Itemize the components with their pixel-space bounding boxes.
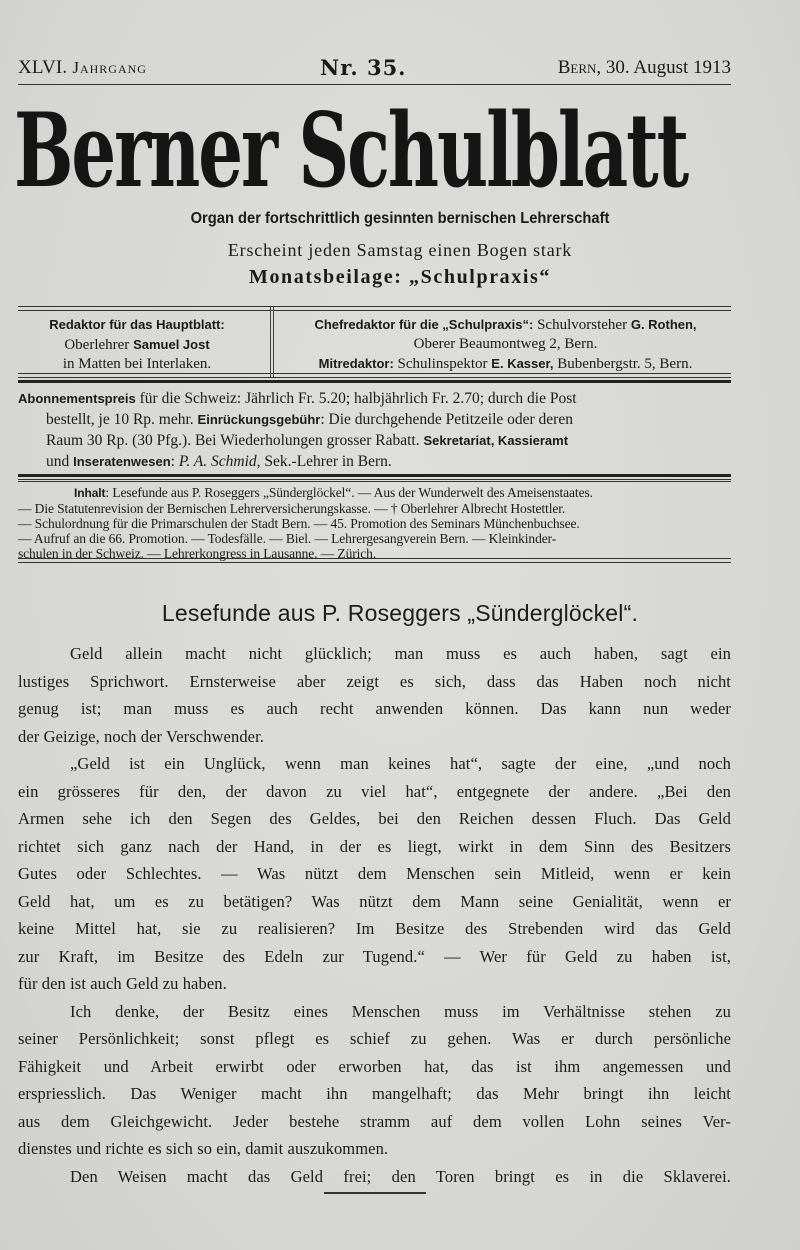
article-line: Fähigkeit und Arbeit erwirbt oder erworben hat, das ist ihm angemessen und bbox=[18, 1056, 731, 1076]
article-line: richtet sich ganz nach der Hand, in der es liegt, wirkt in dem Sinn des Besitzers bbox=[18, 836, 731, 856]
issue-header bbox=[18, 57, 731, 79]
volume-label bbox=[18, 57, 147, 79]
insertion-fee-label: Einrückungsgebühr bbox=[197, 412, 321, 427]
monthly-supplement: Monatsbeilage: „Schulpraxis“ bbox=[248, 266, 552, 288]
thick-rule bbox=[18, 474, 731, 477]
subscription-text: : Die durchgehende Petitzeile oder deren bbox=[320, 411, 573, 428]
co-editor-name: E. Kasser, bbox=[491, 356, 554, 371]
header-rule bbox=[18, 84, 731, 85]
subscription-text: Raum 30 Rp. (30 Pfg.). Bei Wiederholungen grosser Rabatt. bbox=[46, 432, 424, 449]
article-line: genug ist; man muss es auch recht anwenden können. Das kann nun weder bbox=[18, 699, 731, 718]
double-rule bbox=[18, 306, 731, 311]
secretariat-label: Sekretariat, Kassieramt bbox=[423, 433, 569, 448]
chief-editor-name: G. Rothen, bbox=[630, 317, 697, 332]
co-editor-label: Mitredaktor: bbox=[318, 356, 394, 371]
article-line: aus dem Gleichgewicht. Jeder bestehe stramm auf dem vollen Lohn seines Ver- bbox=[18, 1111, 731, 1131]
contents-line: : Lesefunde aus P. Roseggers „Sünderglöckel“. — Aus der Wunderwelt des Ameisenstaates. bbox=[105, 485, 593, 500]
contents-line: — Die Statutenrevision der Bernischen Lehrerversicherungskasse. — † Oberlehrer Albrecht Hostettler. bbox=[18, 501, 566, 516]
article-line: erspriesslich. Das Weniger macht ihn mangelhaft; das Mehr bringt ihn leicht bbox=[18, 1084, 731, 1103]
subscription-text: für die Schweiz: Jährlich Fr. 5.20; halbjährlich Fr. 2.70; durch die Post bbox=[135, 390, 577, 407]
article-line: dienstes und richte es sich so ein, damit auszukommen. bbox=[18, 1139, 389, 1158]
article-line: zur Kraft, im Besitze des Edeln zur Tugend.“ — Wer für Geld zu haben ist, bbox=[18, 946, 731, 966]
article-body bbox=[18, 640, 731, 1190]
article-end-rule bbox=[324, 1192, 426, 1194]
masthead-title: Berner Schulblatt bbox=[14, 91, 688, 211]
contents-label: Inhalt bbox=[74, 486, 106, 500]
editors-box bbox=[18, 313, 731, 375]
subscription-text: : bbox=[170, 453, 179, 470]
main-editor-title: Oberlehrer bbox=[64, 337, 134, 353]
place-date bbox=[558, 57, 731, 79]
column-divider bbox=[270, 307, 274, 377]
date: 30. August 1913 bbox=[605, 57, 731, 78]
subscription-text: , Sek.-Lehrer in Bern. bbox=[256, 453, 392, 470]
chief-editor-label: Chefredaktor für die „Schulpraxis“: bbox=[314, 317, 534, 332]
issue-number: Nr. 35. bbox=[320, 55, 407, 80]
volume-word: Jahrgang bbox=[72, 58, 147, 77]
supplement-editors bbox=[280, 315, 731, 374]
article-line: seiner Persönlichkeit; sonst pflegt es schief zu gehen. Was er durch persönliche bbox=[18, 1029, 731, 1048]
advertising-label: Inseratenwesen bbox=[73, 454, 171, 469]
place: Bern, bbox=[557, 57, 602, 78]
article-line: ein grösseres für den, der davon zu viel hat“, entgegnete der andere. „Bei den bbox=[18, 781, 731, 801]
article-line: Geld hat, um es zu betätigen? Was nützt dem Mann seine Genialität, wenn er bbox=[18, 891, 731, 911]
subscription-label: Abonnementspreis bbox=[18, 391, 136, 406]
main-editor-name: Samuel Jost bbox=[133, 337, 210, 352]
volume-number: XLVI. bbox=[18, 57, 68, 78]
main-editor-location: in Matten bei Interlaken. bbox=[62, 356, 212, 372]
article-line: Armen sehe ich den Segen des Geldes, bei den Reichen dessen Fluch. Das Geld bbox=[18, 809, 731, 828]
main-editor bbox=[18, 315, 256, 374]
contact-name: P. A. Schmid bbox=[178, 453, 257, 470]
article-line: Geld allein macht nicht glücklich; man muss es auch haben, sagt ein bbox=[70, 644, 731, 663]
subscription-text: bestellt, je 10 Rp. mehr. bbox=[46, 411, 198, 428]
double-rule bbox=[18, 479, 731, 482]
subscription-text: und bbox=[46, 453, 74, 470]
co-editor-address: Bubenbergstr. 5, Bern. bbox=[553, 356, 693, 372]
subscription-info bbox=[18, 388, 731, 472]
article-line: Den Weisen macht das Geld frei; den Toren bringt es in die Sklaverei. bbox=[70, 1166, 731, 1186]
masthead-subtitle: Organ der fortschrittlich gesinnten bernischen Lehrerschaft bbox=[190, 210, 610, 227]
article-line: für den ist auch Geld zu haben. bbox=[18, 974, 227, 993]
contents-line: schulen in der Schweiz. — Lehrerkongress in Lausanne. — Zürich. bbox=[18, 546, 377, 561]
thick-rule bbox=[18, 380, 731, 383]
article-line: Ich denke, der Besitz eines Menschen muss im Verhältnisse stehen zu bbox=[70, 1001, 731, 1021]
chief-editor-title: Schulvorsteher bbox=[533, 317, 631, 333]
chief-editor-address: Oberer Beaumontweg 2, Bern. bbox=[413, 336, 598, 352]
article-line: Gutes oder Schlechtes. — Was nützt dem Menschen sein Mitleid, wenn er kein bbox=[18, 864, 731, 883]
publication-frequency: Erscheint jeden Samstag einen Bogen stark bbox=[227, 240, 573, 260]
table-of-contents bbox=[18, 485, 731, 561]
article-line: „Geld ist ein Unglück, wenn man keines hat“, sagte der eine, „und noch bbox=[70, 754, 731, 773]
contents-line: — Aufruf an die 66. Promotion. — Todesfälle. — Biel. — Lehrergesangverein Bern. — Kleinkinder- bbox=[18, 531, 557, 546]
article-line: keine Mittel hat, sie zu realisieren? Im Besitze des Strebenden wird das Geld bbox=[18, 919, 731, 938]
double-rule bbox=[18, 558, 731, 563]
article-line: lustiges Sprichwort. Ernsterweise aber zeigt es sich, dass das Haben noch nicht bbox=[18, 671, 731, 691]
article-line: der Geizige, noch der Verschwender. bbox=[18, 726, 265, 746]
co-editor-title: Schulinspektor bbox=[393, 356, 492, 372]
main-editor-label: Redaktor für das Hauptblatt: bbox=[49, 317, 225, 332]
double-rule bbox=[18, 373, 731, 378]
article-title: Lesefunde aus P. Roseggers „Sünderglöckel“. bbox=[161, 600, 639, 626]
contents-line: — Schulordnung für die Primarschulen der Stadt Bern. — 45. Promotion des Seminars Münchenbuchsee. bbox=[18, 516, 580, 531]
